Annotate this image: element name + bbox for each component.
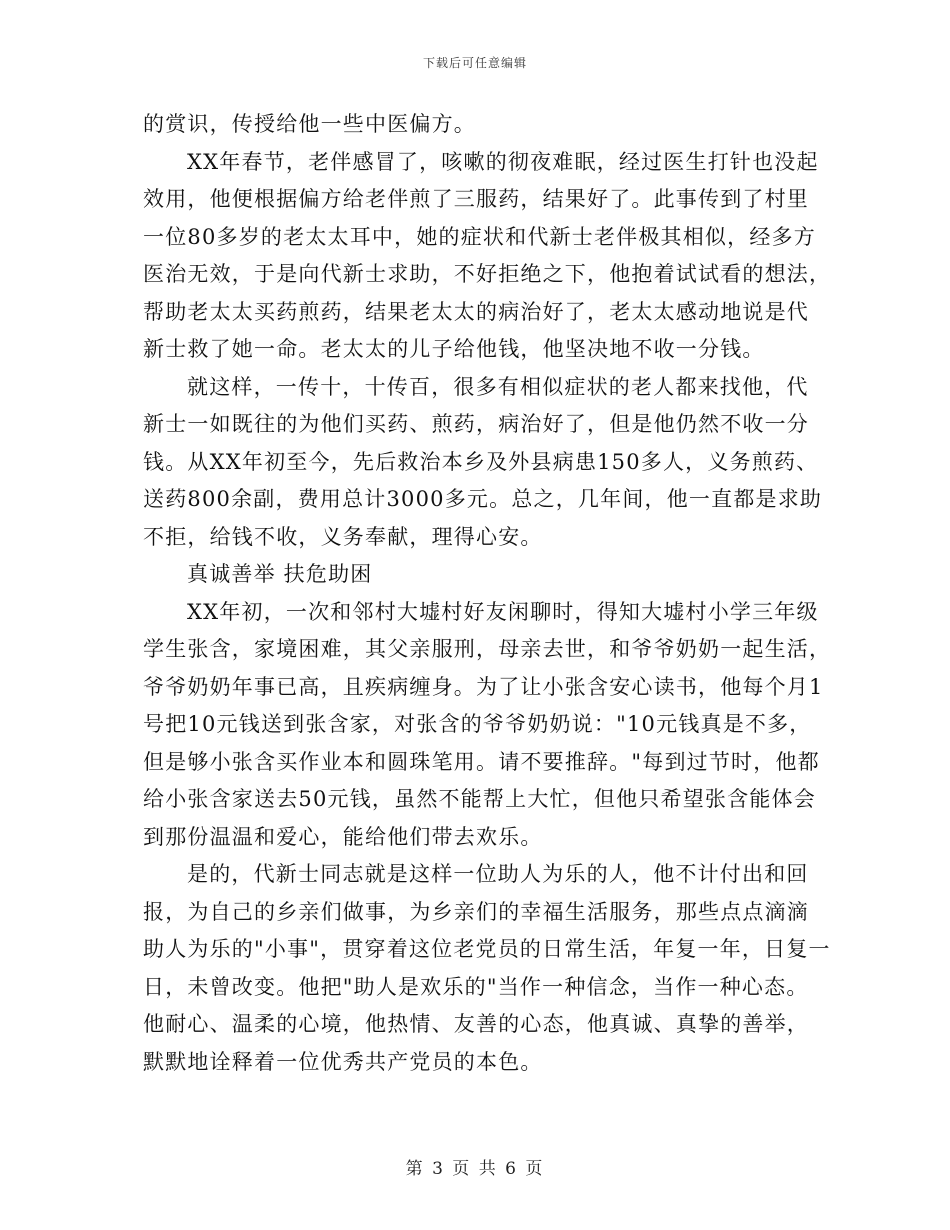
text-line: 效用，他便根据偏方给老伴煎了三服药，结果好了。此事传到了村里 <box>143 187 809 211</box>
text-line: 新士一如既往的为他们买药、煎药，病治好了，但是他仍然不收一分 <box>143 412 809 436</box>
text-line: 助人为乐的"小事"，贯穿着这位老党员的日常生活，年复一年，日复一 <box>143 937 831 961</box>
text-line: 的赏识，传授给他一些中医偏方。 <box>143 112 476 136</box>
section-subheading: 真诚善举 扶危助困 <box>187 562 373 586</box>
paragraph-4 <box>143 594 832 857</box>
text-line: 他耐心、温柔的心境，他热情、友善的心态，他真诚、真挚的善举， <box>143 1012 809 1036</box>
text-line: 一位80多岁的老太太耳中，她的症状和代新士老伴极其相似，经多方 <box>143 224 816 249</box>
text-line: 报，为自己的乡亲们做事，为乡亲们的幸福生活服务，那些点点滴滴 <box>143 899 809 924</box>
paragraph-1 <box>143 106 815 144</box>
text-line: 但是够小张含买作业本和圆珠笔用。请不要推辞。"每到过节时，他都 <box>143 749 820 774</box>
text-line: 号把10元钱送到张含家，对张含的爷爷奶奶说："10元钱真是不多， <box>143 712 812 736</box>
text-line: 新士救了她一命。老太太的儿子给他钱，他坚决地不收一分钱。 <box>143 337 765 361</box>
paragraph-2 <box>143 144 832 369</box>
text-line: XX年春节，老伴感冒了，咳嗽的彻夜难眠，经过医生打针也没起 <box>187 149 819 174</box>
text-line: 钱。从XX年初至今，先后救治本乡及外县病患150多人，义务煎药、 <box>143 449 819 474</box>
text-line: 是的，代新士同志就是这样一位助人为乐的人，他不计付出和回 <box>187 862 809 886</box>
text-line: 日，未曾改变。他把"助人是欢乐的"当作一种信念，当作一种心态。 <box>143 974 809 999</box>
text-line: 给小张含家送去50元钱，虽然不能帮上大忙，但他只希望张含能体会 <box>143 787 816 811</box>
page-header: 下载后可任意编辑 <box>422 56 527 70</box>
text-line: 默默地诠释着一位优秀共产党员的本色。 <box>143 1049 543 1074</box>
text-line: 爷爷奶奶年事已高，且疾病缠身。为了让小张含安心读书，他每个月1 <box>143 674 824 699</box>
text-line: 医治无效，于是向代新士求助，不好拒绝之下，他抱着试试看的想法， <box>143 262 832 286</box>
text-line: 就这样，一传十，十传百，很多有相似症状的老人都来找他，代 <box>187 374 809 399</box>
text-line: 到那份温温和爱心，能给他们带去欢乐。 <box>143 824 543 849</box>
paragraph-5 <box>143 856 831 1081</box>
text-line: 学生张含，家境困难，其父亲服刑，母亲去世，和爷爷奶奶一起生活， <box>143 637 832 661</box>
text-line: 不拒，给钱不收，义务奉献，理得心安。 <box>143 524 543 549</box>
paragraph-3 <box>143 369 823 557</box>
text-line: XX年初，一次和邻村大墟村好友闲聊时，得知大墟村小学三年级 <box>187 599 819 624</box>
page-number-footer: 第 3 页 共 6 页 <box>405 1159 545 1179</box>
text-line: 送药800余副，费用总计3000多元。总之，几年间，他一直都是求助 <box>143 487 823 511</box>
document-body <box>143 106 832 1081</box>
text-line: 帮助老太太买药煎药，结果老太太的病治好了，老太太感动地说是代 <box>143 299 809 324</box>
